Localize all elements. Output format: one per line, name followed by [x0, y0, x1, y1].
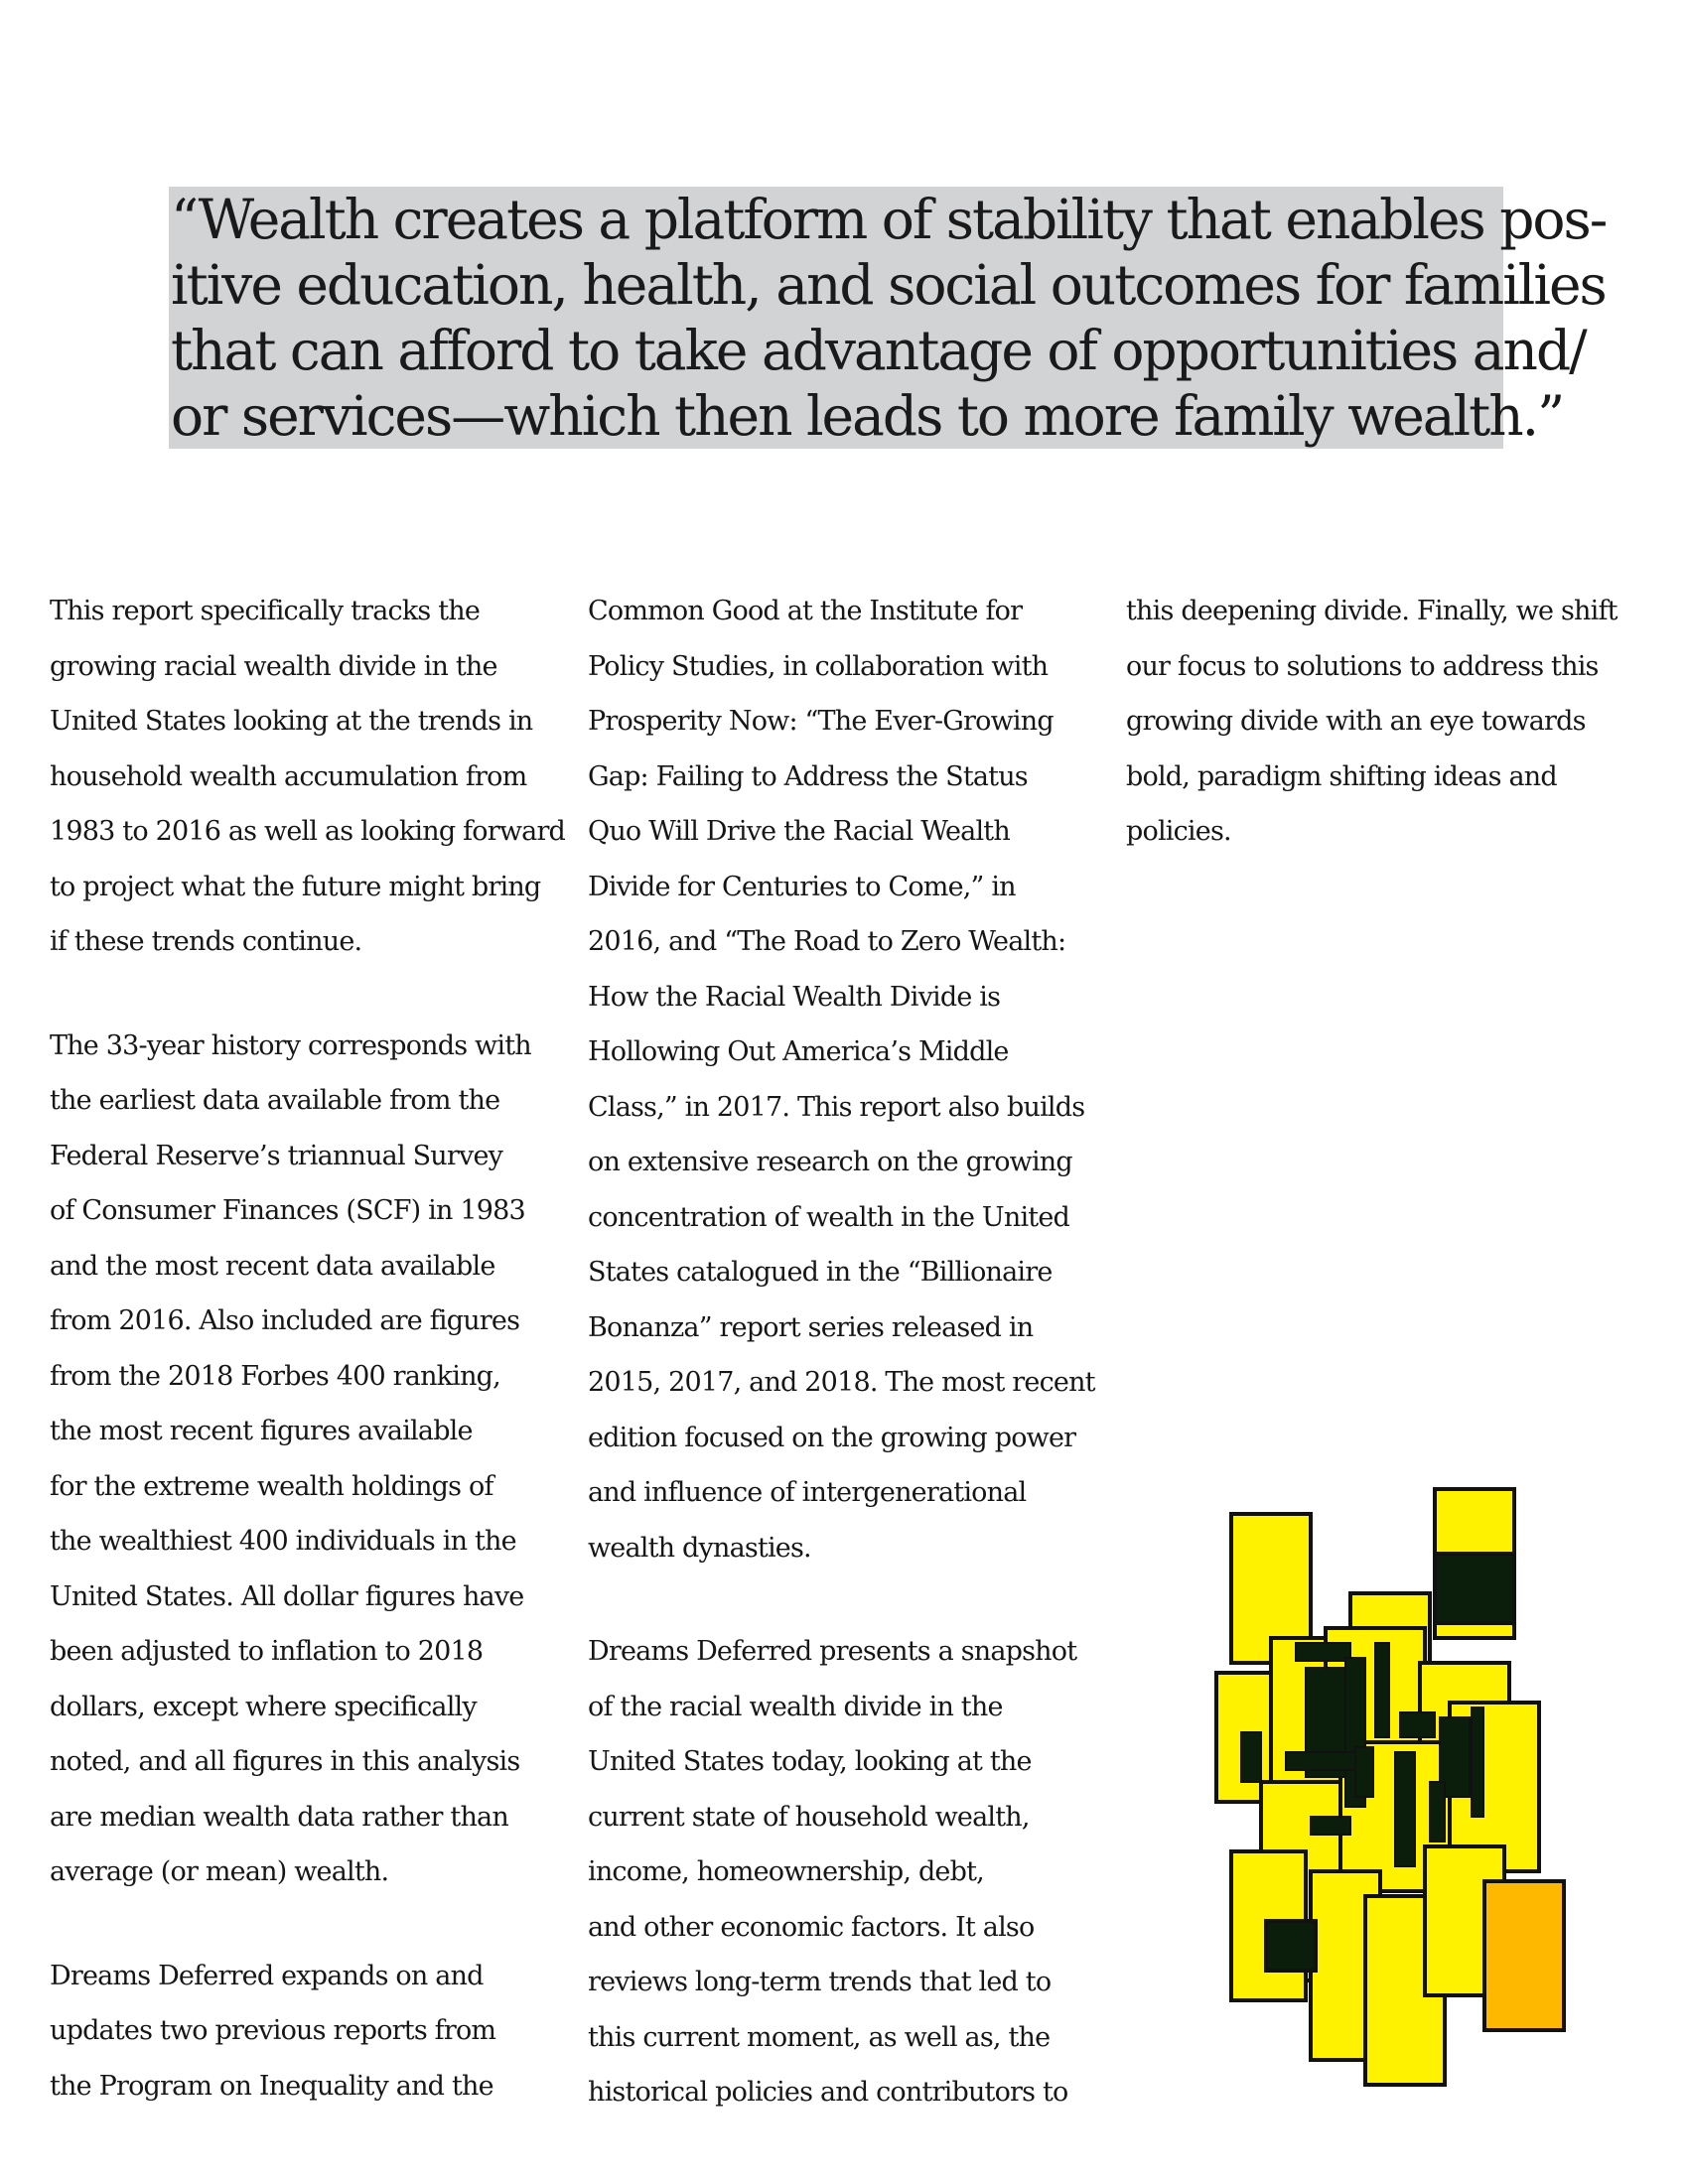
paragraph — [588, 584, 1114, 1575]
text-line: dollars, except where specifically — [50, 1691, 477, 1722]
art-yellow-blocks — [1216, 1489, 1564, 2085]
text-line: of Consumer Finances (SCF) in 1983 — [50, 1195, 525, 1226]
text-line: from 2016. Also included are figures — [50, 1305, 520, 1336]
text-line: noted, and all figures in this analysis — [50, 1746, 520, 1777]
art-dark-strip — [1311, 1817, 1350, 1835]
art-dark-block — [1435, 1554, 1514, 1623]
paragraph — [1126, 584, 1662, 860]
text-line: United States today, looking at the — [588, 1746, 1032, 1777]
text-line: Hollowing Out America’s Middle — [588, 1036, 1009, 1067]
text-line: and other economic factors. It also — [588, 1911, 1035, 1943]
text-line: Prosperity Now: “The Ever-Growing — [588, 706, 1054, 737]
text-line: United States looking at the trends in — [50, 706, 533, 737]
text-line: income, homeownership, debt, — [588, 1856, 984, 1887]
text-line: Class,” in 2017. This report also builds — [588, 1091, 1085, 1123]
pull-quote — [169, 187, 1607, 449]
text-line: Common Good at the Institute for — [588, 596, 1023, 626]
art-dark-strip — [1395, 1752, 1415, 1866]
text-line: this current moment, as well as, the — [588, 2021, 1051, 2053]
text-line: The 33-year history corresponds with — [50, 1029, 531, 1061]
text-line: current state of household wealth, — [588, 1801, 1030, 1833]
text-line: to project what the future might bring — [50, 871, 541, 902]
quote-line: or services—which then leads to more family wealth.” — [171, 384, 1564, 448]
text-line: household wealth accumulation from — [50, 760, 527, 792]
art-dark-strip — [1241, 1732, 1261, 1782]
text-line: Bonanza” report series released in — [588, 1311, 1034, 1343]
paragraph — [50, 1949, 566, 2115]
text-line: average (or mean) wealth. — [50, 1856, 389, 1887]
text-line: bold, paradigm shifting ideas and — [1126, 760, 1557, 792]
text-line: 2016, and “The Road to Zero Wealth: — [588, 926, 1066, 957]
paragraph — [50, 1019, 566, 1900]
paragraph — [588, 1624, 1114, 2120]
text-line: on extensive research on the growing — [588, 1147, 1072, 1177]
text-line: growing divide with an eye towards — [1126, 706, 1586, 737]
text-line: edition focused on the growing power — [588, 1422, 1076, 1453]
text-line: Gap: Failing to Address the Status — [588, 760, 1028, 792]
text-line: How the Racial Wealth Divide is — [588, 981, 1001, 1013]
text-line: United States. All dollar figures have — [50, 1580, 524, 1612]
paragraph — [50, 584, 566, 970]
text-line: the wealthiest 400 individuals in the — [50, 1526, 516, 1557]
decorative-block-illustration — [1211, 1484, 1589, 2119]
text-line: Quo Will Drive the Racial Wealth — [588, 816, 1010, 847]
text-line: of the racial wealth divide in the — [588, 1691, 1003, 1722]
text-column-2 — [588, 584, 1114, 2169]
text-line: if these trends continue. — [50, 926, 362, 957]
text-line: the most recent figures available — [50, 1416, 473, 1446]
art-block — [1484, 1881, 1564, 2030]
text-line: concentration of wealth in the United — [588, 1201, 1069, 1233]
text-line: This report specifically tracks the — [50, 596, 481, 626]
art-dark-strip — [1286, 1752, 1355, 1770]
quote-line: that can afford to take advantage of opportunities and/ — [171, 319, 1586, 382]
art-dark-strip — [1375, 1643, 1389, 1737]
text-line: Policy Studies, in collaboration with — [588, 650, 1049, 682]
text-line: historical policies and contributors to — [588, 2077, 1068, 2108]
text-line: this deepening divide. Finally, we shift — [1126, 596, 1618, 626]
text-line: policies. — [1126, 816, 1231, 847]
text-line: Dreams Deferred expands on and — [50, 1960, 484, 1991]
text-line: Dreams Deferred presents a snapshot — [588, 1636, 1077, 1667]
text-line: updates two previous reports from — [50, 2015, 496, 2046]
text-line: 1983 to 2016 as well as looking forward — [50, 816, 566, 847]
art-dark-strip — [1355, 1747, 1373, 1797]
text-column-1 — [50, 584, 566, 2162]
art-dark-strip — [1430, 1782, 1445, 1842]
text-line: are median wealth data rather than — [50, 1801, 508, 1833]
text-line: wealth dynasties. — [588, 1532, 811, 1564]
text-line: Divide for Centuries to Come,” in — [588, 871, 1016, 902]
text-line: the earliest data available from the — [50, 1085, 500, 1116]
art-dark-strip — [1472, 1707, 1483, 1817]
art-dark-block — [1266, 1921, 1316, 1971]
text-line: the Program on Inequality and the — [50, 2070, 493, 2102]
text-line: reviews long-term trends that led to — [588, 1967, 1052, 1997]
quote-line: “Wealth creates a platform of stability that enables pos- — [171, 188, 1607, 251]
text-line: for the extreme wealth holdings of — [50, 1470, 493, 1502]
text-line: from the 2018 Forbes 400 ranking, — [50, 1360, 500, 1392]
text-line: States catalogued in the “Billionaire — [588, 1257, 1053, 1288]
art-dark-strip — [1400, 1712, 1435, 1737]
art-dark-strip — [1296, 1643, 1350, 1661]
text-line: been adjusted to inflation to 2018 — [50, 1636, 484, 1667]
text-line: growing racial wealth divide in the — [50, 650, 497, 682]
text-line: Federal Reserve’s triannual Survey — [50, 1140, 503, 1171]
text-line: our focus to solutions to address this — [1126, 650, 1599, 682]
text-column-3 — [1126, 584, 1662, 908]
text-line: 2015, 2017, and 2018. The most recent — [588, 1367, 1095, 1398]
quote-line: itive education, health, and social outcomes for families — [171, 253, 1606, 317]
text-line: and influence of intergenerational — [588, 1477, 1027, 1508]
text-line: and the most recent data available — [50, 1250, 495, 1282]
